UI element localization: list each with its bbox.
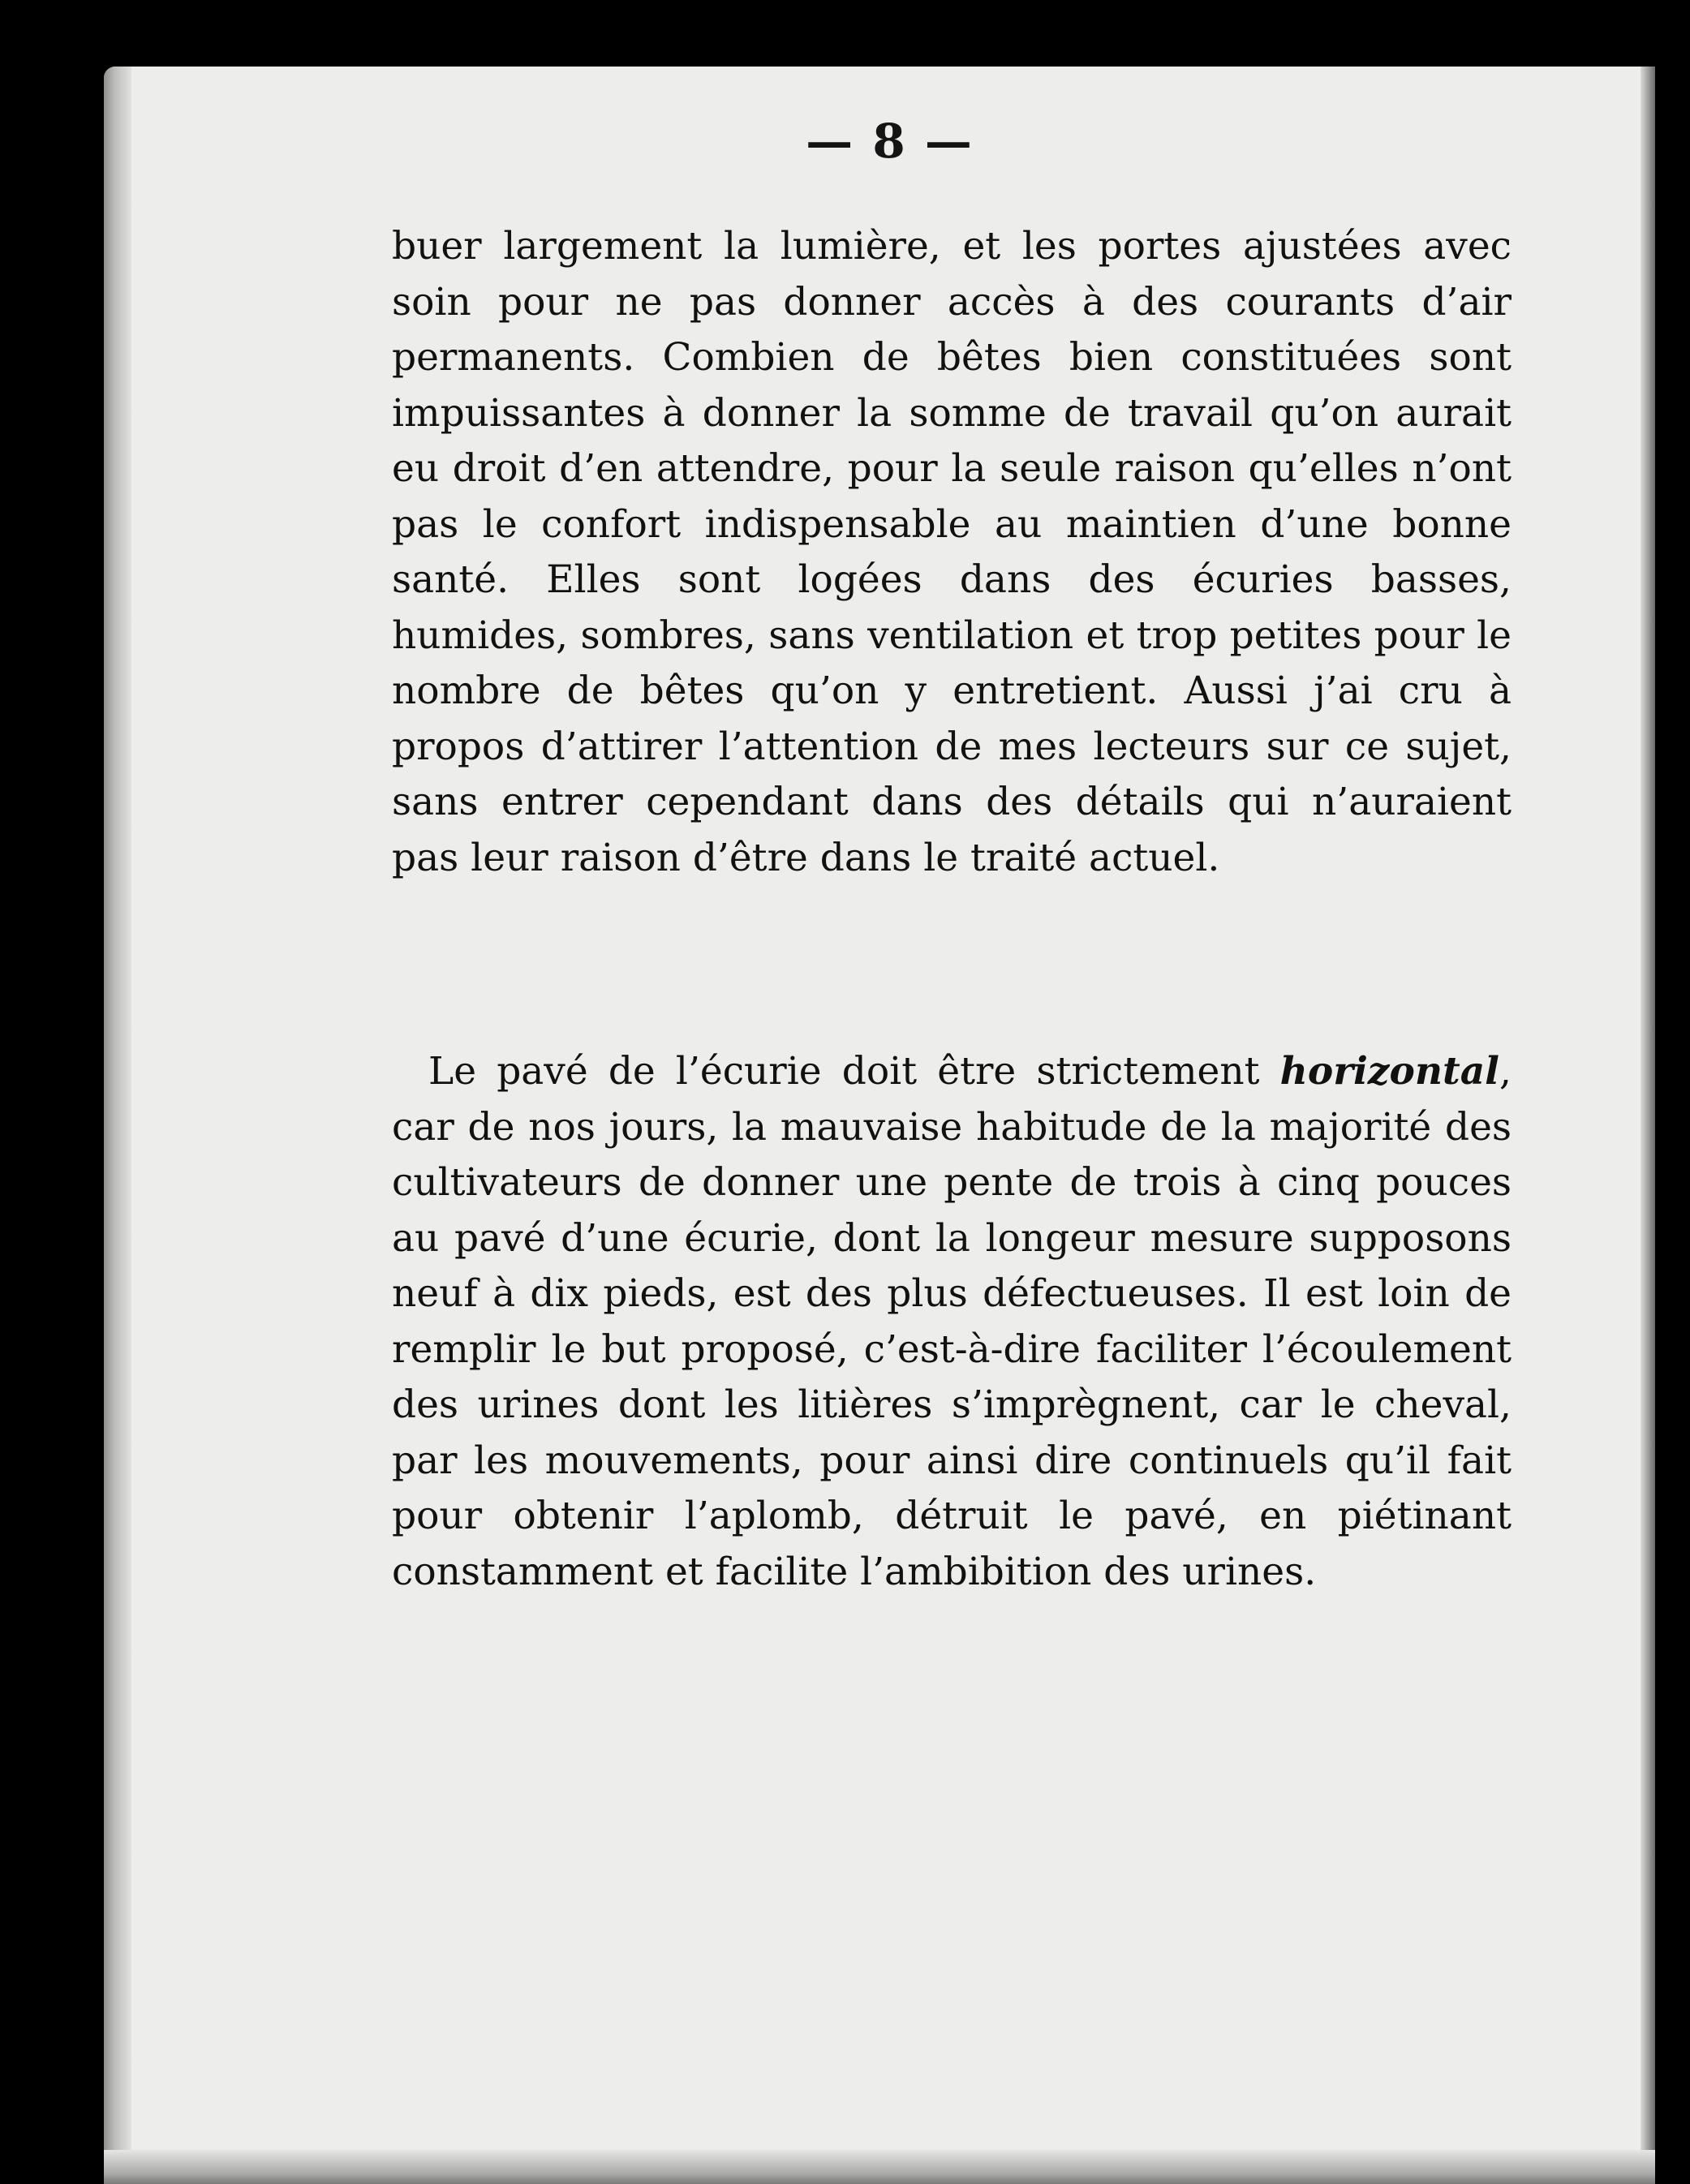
page-right-edge <box>1641 67 1655 2184</box>
paragraph-1: buer largement la lumière, et les portes ajustées avec soin pour ne pas donner accès à des courants d’air permanents. Combien de bêtes bien constituées sont impuissantes à donner la somme de travail qu’on aurait eu droit d’en attendre, pour la seule raison qu’elles n’ont pas le confort indispensable au maintien d’une bonne santé. Elles sont logées dans des écuries basses, humides, sombres, sans ventilation et trop petites pour le nombre de bêtes qu’on y entretient. Aussi j’ai cru à propos d’attirer l’attention de mes lecteurs sur ce sujet, sans entrer cependant dans des détails qui n’auraient pas leur raison d’être dans le traité actuel. <box>392 224 1512 880</box>
page-bottom-shadow <box>104 2150 1655 2184</box>
page-number: — 8 — <box>806 114 974 169</box>
paragraph-2-italic-term: horizontal <box>1279 1049 1500 1094</box>
paragraph-2 <box>392 1044 1512 1600</box>
paragraph-2-rest: , car de nos jours, la mauvaise habitude de la majorité des cultivateurs de donner une pente de trois à cinq pouces au pavé d’une écurie, dont la longeur mesure supposons neuf à dix pieds, est des plus défectueuses. Il est loin de remplir le but proposé, c’est-à-dire faciliter l’écoulement des urines dont les litières s’imprègnent, car le cheval, par les mouvements, pour ainsi dire continuels qu’il fait pour obtenir l’aplomb, détruit le pavé, en piétinant constamment et facilite l’ambibition des urines. <box>392 1049 1512 1594</box>
paragraph-2-start: Le pavé de l’écurie doit être strictement <box>428 1049 1280 1094</box>
binding-gutter <box>104 67 131 2184</box>
